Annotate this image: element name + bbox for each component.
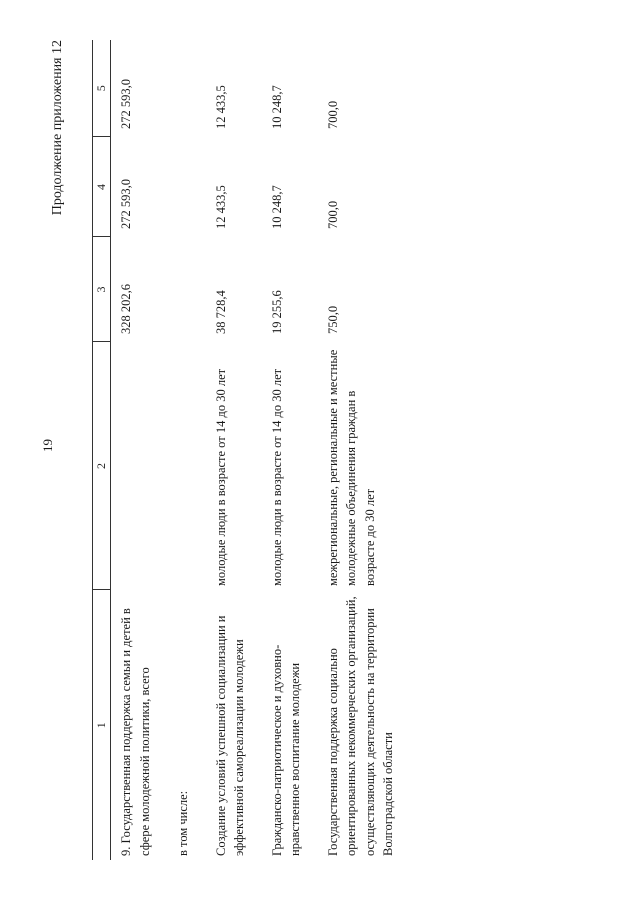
column-header-2: 2 bbox=[93, 342, 111, 590]
row-value-4: 700,0 bbox=[326, 200, 341, 229]
row-value-4: 10 248,7 bbox=[270, 185, 285, 229]
row-value-4: 272 593,0 bbox=[119, 179, 134, 229]
table-row bbox=[262, 40, 318, 860]
column-header-1: 1 bbox=[93, 590, 111, 860]
row-target: молодые люди в возрасте от 14 до 30 лет bbox=[270, 368, 285, 586]
row-name: Государственная поддержка социально ориентированных некоммерческих организаций, осуществляющих деятельность на территории Волгоградской области bbox=[326, 596, 395, 856]
row-value-5 bbox=[168, 40, 206, 137]
row-target bbox=[111, 342, 168, 590]
header-row bbox=[93, 40, 111, 860]
table-row bbox=[206, 40, 262, 860]
row-value-3: 750,0 bbox=[326, 305, 341, 334]
row-value-3: 19 255,6 bbox=[270, 290, 285, 334]
table-row bbox=[111, 40, 168, 860]
column-header-5: 5 bbox=[93, 40, 111, 137]
row-value-5: 10 248,7 bbox=[270, 85, 285, 129]
row-target: молодые люди в возрасте от 14 до 30 лет bbox=[213, 368, 228, 586]
column-header-3: 3 bbox=[93, 237, 111, 342]
row-name: Создание условий успешной социализации и эффективной самореализации молодежи bbox=[213, 615, 246, 856]
row-value-4 bbox=[168, 137, 206, 237]
row-value-5: 700,0 bbox=[326, 100, 341, 129]
row-name: 9. Государственная поддержка семьи и детей в сфере молодежной политики, всего bbox=[119, 608, 152, 856]
row-name: в том числе: bbox=[175, 790, 190, 856]
row-value-4: 12 433,5 bbox=[213, 185, 228, 229]
table-row bbox=[168, 40, 206, 860]
budget-table bbox=[92, 40, 411, 860]
row-value-5: 12 433,5 bbox=[213, 85, 228, 129]
row-target bbox=[168, 342, 206, 590]
page-number: 19 bbox=[40, 439, 55, 452]
row-target: межрегиональные, региональные и местные молодежные объединения граждан в возрасте до 30 лет bbox=[326, 349, 377, 586]
row-value-3 bbox=[168, 237, 206, 342]
row-name: Гражданско-патриотическое и духовно-нравственное воспитание молодежи bbox=[270, 644, 303, 856]
column-header-4: 4 bbox=[93, 137, 111, 237]
table-row bbox=[318, 40, 411, 860]
rotated-sheet bbox=[50, 40, 542, 860]
row-value-3: 38 728,4 bbox=[213, 290, 228, 334]
row-value-5: 272 593,0 bbox=[119, 79, 134, 129]
appendix-label: Продолжение приложения 12 bbox=[50, 40, 65, 216]
row-value-3: 328 202,6 bbox=[119, 284, 134, 334]
